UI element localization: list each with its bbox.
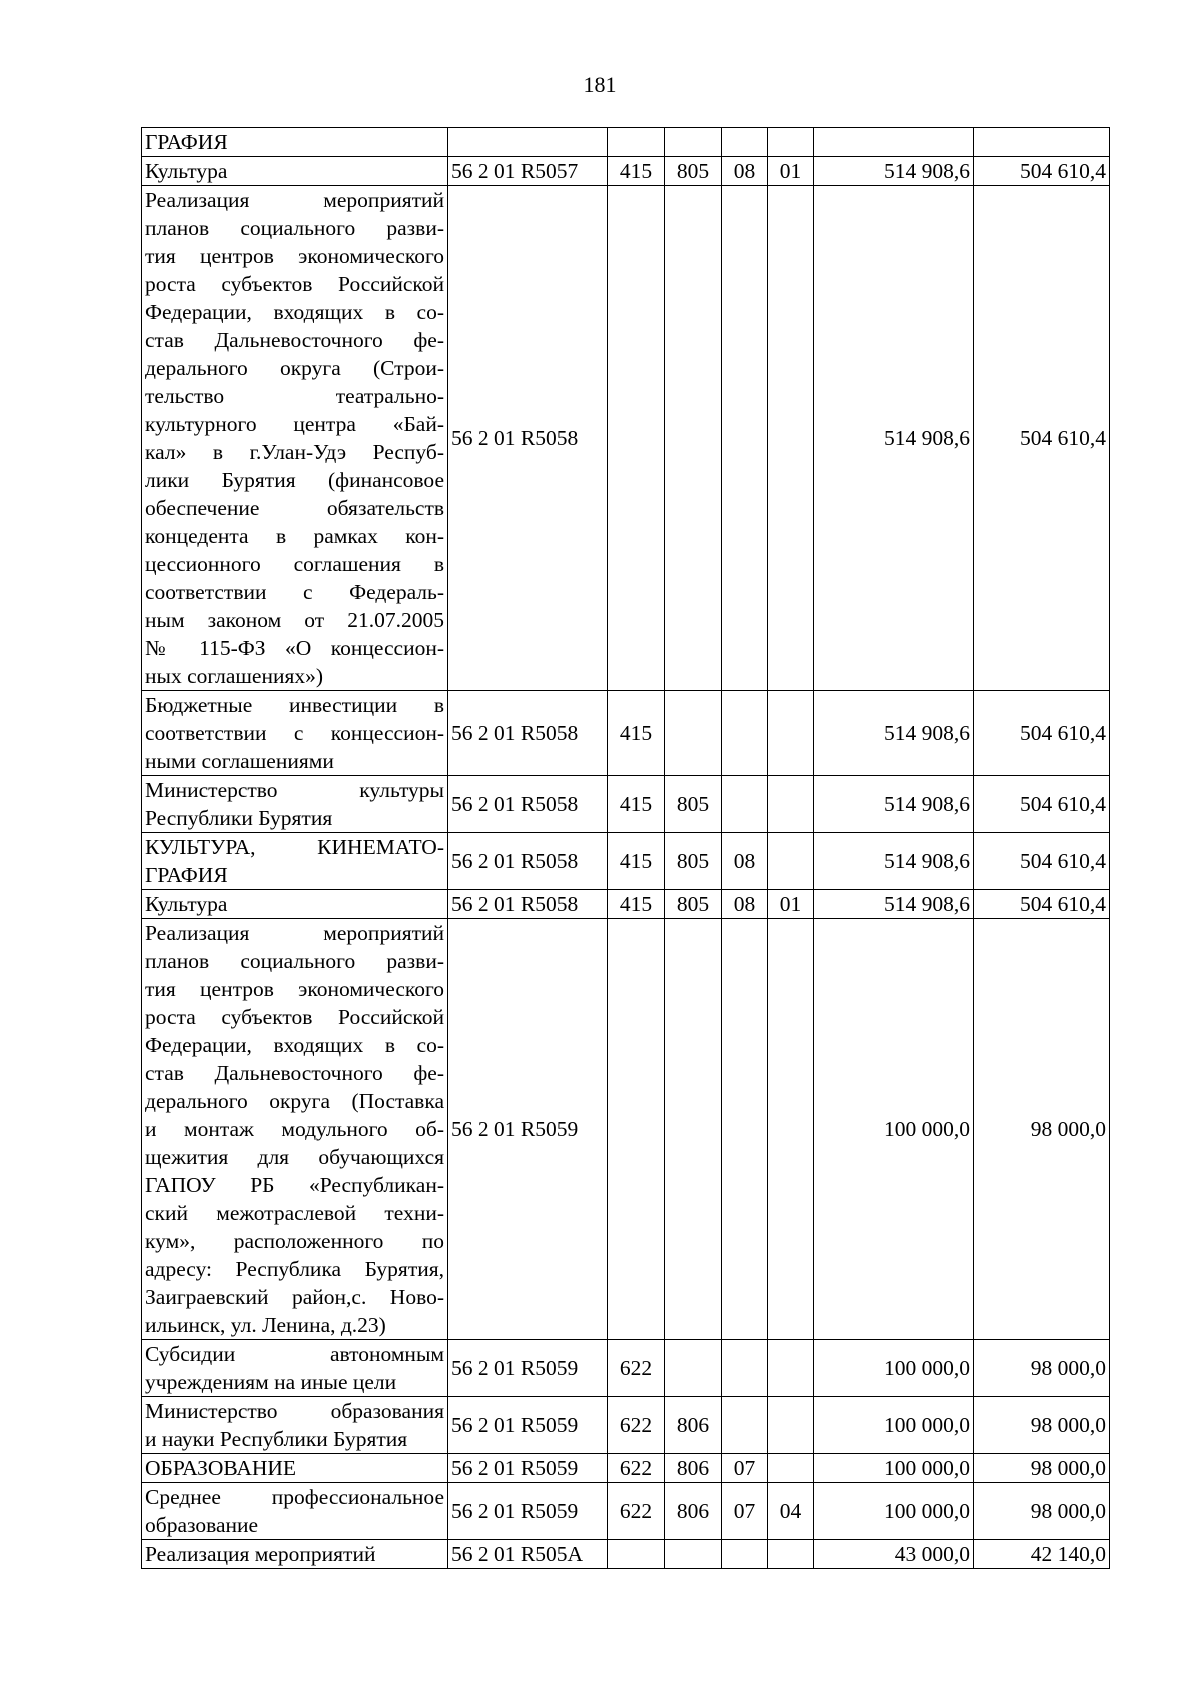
item-name-line: Федерации, входящих в со- xyxy=(145,300,444,324)
expense-type-cell: 415 xyxy=(608,776,665,833)
item-name-cell xyxy=(142,1340,448,1397)
ministry-code-cell xyxy=(665,1540,722,1569)
subsection-cell xyxy=(768,1540,814,1569)
section-cell: 08 xyxy=(722,890,768,919)
amount-year1-cell: 100 000,0 xyxy=(814,919,974,1340)
kbk-code-cell: 56 2 01 R5059 xyxy=(448,1397,608,1454)
expense-type-cell: 415 xyxy=(608,833,665,890)
subsection-cell: 04 xyxy=(768,1483,814,1540)
table-row xyxy=(142,691,1110,776)
section-cell: 07 xyxy=(722,1454,768,1483)
item-name-line: Реализация мероприятий xyxy=(145,1542,376,1566)
amount-year2-cell: 504 610,4 xyxy=(974,890,1110,919)
item-name-line: лики Бурятия (финансовое xyxy=(145,468,444,492)
item-name-line: КУЛЬТУРА, КИНЕМАТО- xyxy=(145,835,444,859)
expense-type-cell xyxy=(608,1540,665,1569)
item-name-line: Культура xyxy=(145,892,228,916)
amount-year1-cell: 514 908,6 xyxy=(814,157,974,186)
item-name-line: Среднее профессиональное xyxy=(145,1485,444,1509)
item-name-line: ГРАФИЯ xyxy=(145,130,228,154)
table-row xyxy=(142,1483,1110,1540)
item-name-line: тельство театрально- xyxy=(145,384,444,408)
kbk-code-cell: 56 2 01 R5058 xyxy=(448,776,608,833)
table-row xyxy=(142,1540,1110,1569)
item-name-line: Субсидии автономным xyxy=(145,1342,444,1366)
item-name-line: Федерации, входящих в со- xyxy=(145,1033,444,1057)
amount-year1-cell xyxy=(814,128,974,157)
table-row xyxy=(142,157,1110,186)
table-row xyxy=(142,833,1110,890)
kbk-code-cell xyxy=(448,128,608,157)
table-row xyxy=(142,776,1110,833)
ministry-code-cell: 806 xyxy=(665,1397,722,1454)
amount-year1-cell: 514 908,6 xyxy=(814,890,974,919)
subsection-cell: 01 xyxy=(768,890,814,919)
amount-year1-cell: 100 000,0 xyxy=(814,1483,974,1540)
item-name-line: дерального округа (Поставка xyxy=(145,1089,444,1113)
subsection-cell xyxy=(768,691,814,776)
ministry-code-cell: 805 xyxy=(665,776,722,833)
item-name-line: кал» в г.Улан-Удэ Респуб- xyxy=(145,440,444,464)
section-cell xyxy=(722,186,768,691)
item-name-line: ным законом от 21.07.2005 xyxy=(145,608,444,632)
item-name-line: концедента в рамках кон- xyxy=(145,524,444,548)
item-name-line: тия центров экономического xyxy=(145,244,444,268)
item-name-line: Заиграевский район,с. Ново- xyxy=(145,1285,444,1309)
section-cell: 07 xyxy=(722,1483,768,1540)
subsection-cell xyxy=(768,833,814,890)
subsection-cell xyxy=(768,776,814,833)
amount-year2-cell: 504 610,4 xyxy=(974,833,1110,890)
item-name-line: ОБРАЗОВАНИЕ xyxy=(145,1456,297,1480)
kbk-code-cell: 56 2 01 R505А xyxy=(448,1540,608,1569)
page-number: 181 xyxy=(583,72,617,97)
subsection-cell: 01 xyxy=(768,157,814,186)
kbk-code-cell: 56 2 01 R5058 xyxy=(448,186,608,691)
kbk-code-cell: 56 2 01 R5057 xyxy=(448,157,608,186)
table-row xyxy=(142,186,1110,691)
item-name-line: Реализация мероприятий xyxy=(145,921,444,945)
amount-year1-cell: 100 000,0 xyxy=(814,1397,974,1454)
amount-year2-cell: 504 610,4 xyxy=(974,776,1110,833)
item-name-line: учреждениям на иные цели xyxy=(145,1370,397,1394)
expense-type-cell: 415 xyxy=(608,157,665,186)
kbk-code-cell: 56 2 01 R5058 xyxy=(448,833,608,890)
item-name-line: и монтаж модульного об- xyxy=(145,1117,444,1141)
item-name-cell xyxy=(142,776,448,833)
item-name-line: кум», расположенного по xyxy=(145,1229,444,1253)
expense-type-cell: 415 xyxy=(608,890,665,919)
item-name-line: планов социального разви- xyxy=(145,216,444,240)
item-name-cell xyxy=(142,186,448,691)
amount-year1-cell: 514 908,6 xyxy=(814,833,974,890)
section-cell xyxy=(722,1540,768,1569)
kbk-code-cell: 56 2 01 R5059 xyxy=(448,1340,608,1397)
item-name-line: став Дальневосточного фе- xyxy=(145,328,444,352)
table-body xyxy=(142,128,1110,1569)
item-name-cell xyxy=(142,1540,448,1569)
kbk-code-cell: 56 2 01 R5059 xyxy=(448,1454,608,1483)
item-name-line: и науки Республики Бурятия xyxy=(145,1427,408,1451)
item-name-line: Бюджетные инвестиции в xyxy=(145,693,444,717)
amount-year2-cell: 98 000,0 xyxy=(974,1454,1110,1483)
item-name-line: ский межотраслевой техни- xyxy=(145,1201,444,1225)
item-name-line: ГАПОУ РБ «Республикан- xyxy=(145,1173,444,1197)
item-name-line: цессионного соглашения в xyxy=(145,552,444,576)
item-name-cell xyxy=(142,919,448,1340)
ministry-code-cell xyxy=(665,1340,722,1397)
expense-type-cell: 622 xyxy=(608,1483,665,1540)
ministry-code-cell: 805 xyxy=(665,833,722,890)
section-cell xyxy=(722,1340,768,1397)
ministry-code-cell xyxy=(665,919,722,1340)
ministry-code-cell xyxy=(665,128,722,157)
ministry-code-cell: 805 xyxy=(665,890,722,919)
item-name-line: щежития для обучающихся xyxy=(145,1145,444,1169)
amount-year2-cell: 504 610,4 xyxy=(974,157,1110,186)
section-cell: 08 xyxy=(722,157,768,186)
kbk-code-cell: 56 2 01 R5058 xyxy=(448,691,608,776)
item-name-line: культурного центра «Бай- xyxy=(145,412,444,436)
subsection-cell xyxy=(768,1340,814,1397)
subsection-cell xyxy=(768,919,814,1340)
expense-type-cell: 415 xyxy=(608,691,665,776)
item-name-cell xyxy=(142,1397,448,1454)
item-name-line: Реализация мероприятий xyxy=(145,188,444,212)
item-name-cell xyxy=(142,691,448,776)
amount-year1-cell: 514 908,6 xyxy=(814,776,974,833)
expense-type-cell xyxy=(608,919,665,1340)
item-name-line: ГРАФИЯ xyxy=(145,863,228,887)
kbk-code-cell: 56 2 01 R5058 xyxy=(448,890,608,919)
item-name-line: став Дальневосточного фе- xyxy=(145,1061,444,1085)
amount-year2-cell: 42 140,0 xyxy=(974,1540,1110,1569)
expense-type-cell xyxy=(608,186,665,691)
ministry-code-cell: 806 xyxy=(665,1483,722,1540)
subsection-cell xyxy=(768,1454,814,1483)
table-row xyxy=(142,1340,1110,1397)
subsection-cell xyxy=(768,186,814,691)
subsection-cell xyxy=(768,128,814,157)
item-name-cell xyxy=(142,157,448,186)
item-name-line: обеспечение обязательств xyxy=(145,496,444,520)
table-row xyxy=(142,919,1110,1340)
item-name-line: соответствии с концессион- xyxy=(145,721,444,745)
amount-year1-cell: 100 000,0 xyxy=(814,1340,974,1397)
item-name-cell xyxy=(142,1483,448,1540)
item-name-line: Министерство образования xyxy=(145,1399,444,1423)
item-name-line: тия центров экономического xyxy=(145,977,444,1001)
table-row xyxy=(142,128,1110,157)
item-name-line: адресу: Республика Бурятия, xyxy=(145,1257,444,1281)
item-name-line: роста субъектов Российской xyxy=(145,272,444,296)
table-row xyxy=(142,890,1110,919)
ministry-code-cell: 805 xyxy=(665,157,722,186)
kbk-code-cell: 56 2 01 R5059 xyxy=(448,1483,608,1540)
item-name-line: дерального округа (Строи- xyxy=(145,356,444,380)
item-name-line: ными соглашениями xyxy=(145,749,334,773)
item-name-cell xyxy=(142,1454,448,1483)
amount-year2-cell: 98 000,0 xyxy=(974,1340,1110,1397)
kbk-code-cell: 56 2 01 R5059 xyxy=(448,919,608,1340)
section-cell xyxy=(722,691,768,776)
item-name-line: № 115-ФЗ «О концессион- xyxy=(145,636,444,660)
amount-year2-cell xyxy=(974,128,1110,157)
item-name-line: роста субъектов Российской xyxy=(145,1005,444,1029)
budget-table xyxy=(141,127,1110,1569)
ministry-code-cell xyxy=(665,691,722,776)
item-name-line: планов социального разви- xyxy=(145,949,444,973)
expense-type-cell xyxy=(608,128,665,157)
ministry-code-cell: 806 xyxy=(665,1454,722,1483)
section-cell xyxy=(722,1397,768,1454)
amount-year1-cell: 514 908,6 xyxy=(814,186,974,691)
amount-year1-cell: 514 908,6 xyxy=(814,691,974,776)
amount-year2-cell: 98 000,0 xyxy=(974,1397,1110,1454)
item-name-line: соответствии с Федераль- xyxy=(145,580,444,604)
table-row xyxy=(142,1454,1110,1483)
item-name-line: Республики Бурятия xyxy=(145,806,333,830)
item-name-cell xyxy=(142,833,448,890)
expense-type-cell: 622 xyxy=(608,1340,665,1397)
amount-year2-cell: 98 000,0 xyxy=(974,919,1110,1340)
subsection-cell xyxy=(768,1397,814,1454)
section-cell xyxy=(722,776,768,833)
table-row xyxy=(142,1397,1110,1454)
amount-year1-cell: 43 000,0 xyxy=(814,1540,974,1569)
item-name-line: Министерство культуры xyxy=(145,778,444,802)
item-name-line: ильинск, ул. Ленина, д.23) xyxy=(145,1313,386,1337)
expense-type-cell: 622 xyxy=(608,1454,665,1483)
amount-year2-cell: 504 610,4 xyxy=(974,186,1110,691)
item-name-line: ных соглашениях») xyxy=(145,664,324,688)
section-cell xyxy=(722,128,768,157)
amount-year2-cell: 504 610,4 xyxy=(974,691,1110,776)
item-name-cell xyxy=(142,128,448,157)
ministry-code-cell xyxy=(665,186,722,691)
item-name-line: Культура xyxy=(145,159,228,183)
item-name-line: образование xyxy=(145,1513,259,1537)
section-cell xyxy=(722,919,768,1340)
expense-type-cell: 622 xyxy=(608,1397,665,1454)
item-name-cell xyxy=(142,890,448,919)
amount-year1-cell: 100 000,0 xyxy=(814,1454,974,1483)
section-cell: 08 xyxy=(722,833,768,890)
amount-year2-cell: 98 000,0 xyxy=(974,1483,1110,1540)
